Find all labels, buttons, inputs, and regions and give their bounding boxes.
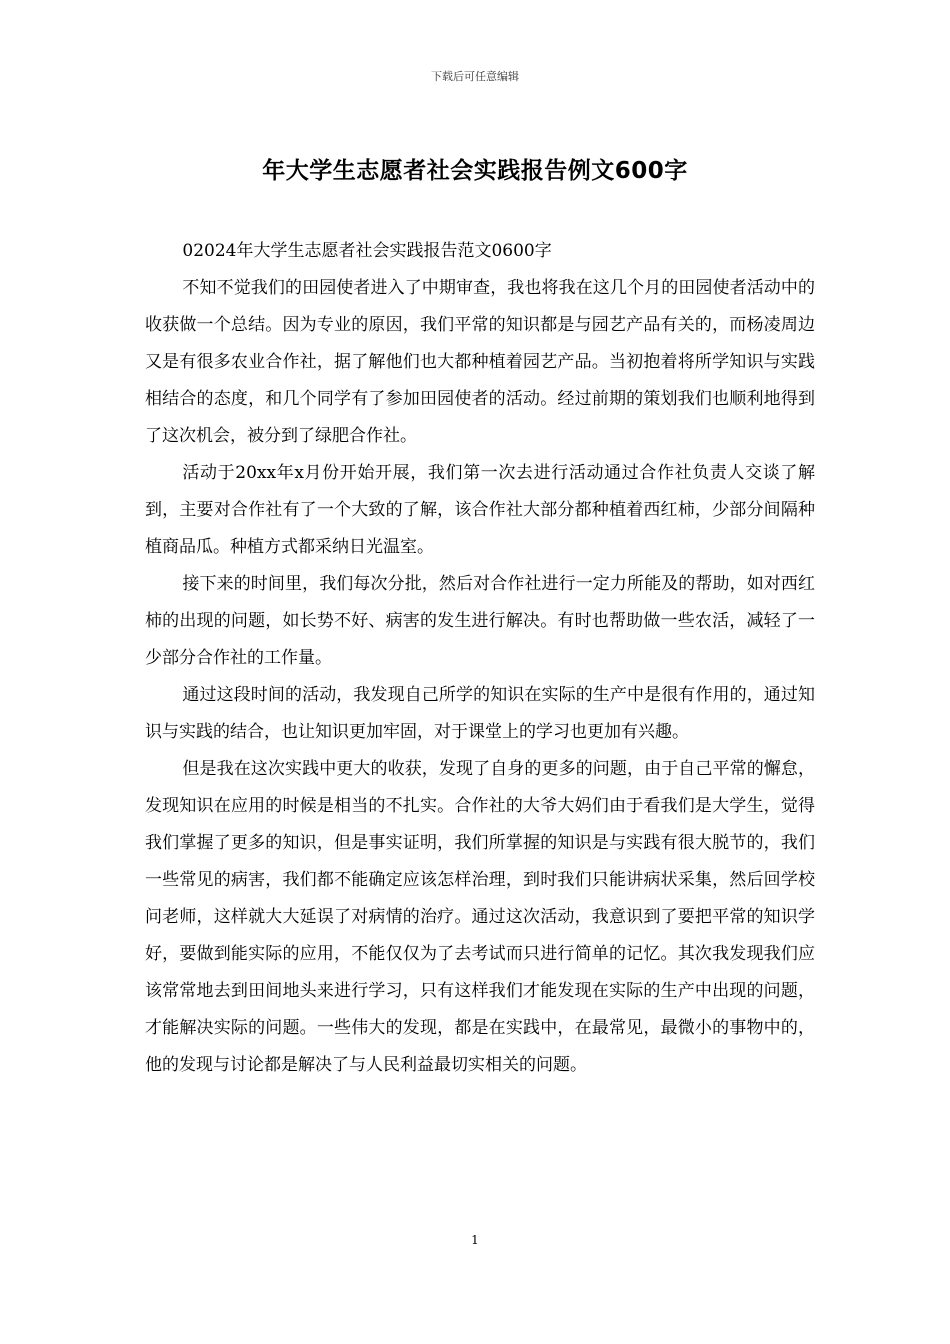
page-number: 1 xyxy=(471,1233,479,1247)
paragraph: 通过这段时间的活动，我发现自己所学的知识在实际的生产中是很有作用的，通过知识与实践的结合，也让知识更加牢固，对于课堂上的学习也更加有兴趣。 xyxy=(145,685,815,742)
paragraph: 活动于20xx年x月份开始开展，我们第一次去进行活动通过合作社负责人交谈了解到，主要对合作社有了一个大致的了解，该合作社大部分都种植着西红柿，少部分间隔种植商品瓜。种植方式都采纳日光温室。 xyxy=(145,463,815,557)
document-title: 年大学生志愿者社会实践报告例文600字 xyxy=(262,158,688,184)
paragraph: 但是我在这次实践中更大的收获，发现了自身的更多的问题，由于自己平常的懈怠，发现知识在应用的时候是相当的不扎实。合作社的大爷大妈们由于看我们是大学生，觉得我们掌握了更多的知识，但是事实证明，我们所掌握的知识是与实践有很大脱节的，我们一些常见的病害，我们都不能确定应该怎样治理，到时我们只能讲病状采集，然后回学校问老师，这样就大大延误了对病情的治疗。通过这次活动，我意识到了要把平常的知识学好，要做到能实际的应用，不能仅仅为了去考试而只进行简单的记忆。其次我发现我们应该常常地去到田间地头来进行学习，只有这样我们才能发现在实际的生产中出现的问题，才能解决实际的问题。一些伟大的发现，都是在实践中，在最常见，最微小的事物中的，他的发现与讨论都是解决了与人民利益最切实相关的问题。 xyxy=(145,759,815,1075)
paragraph-subtitle: 02024年大学生志愿者社会实践报告范文0600字 xyxy=(182,241,552,261)
paragraph: 不知不觉我们的田园使者进入了中期审查，我也将我在这几个月的田园使者活动中的收获做一个总结。因为专业的原因，我们平常的知识都是与园艺产品有关的，而杨凌周边又是有很多农业合作社，据了解他们也大都种植着园艺产品。当初抱着将所学知识与实践相结合的态度，和几个同学有了参加田园使者的活动。经过前期的策划我们也顺利地得到了这次机会，被分到了绿肥合作社。 xyxy=(145,278,815,446)
document-body xyxy=(145,233,815,1084)
paragraph: 接下来的时间里，我们每次分批，然后对合作社进行一定力所能及的帮助，如对西红柿的出现的问题，如长势不好、病害的发生进行解决。有时也帮助做一些农活，减轻了一少部分合作社的工作量。 xyxy=(145,574,815,668)
page-header-note: 下载后可任意编辑 xyxy=(431,70,519,83)
